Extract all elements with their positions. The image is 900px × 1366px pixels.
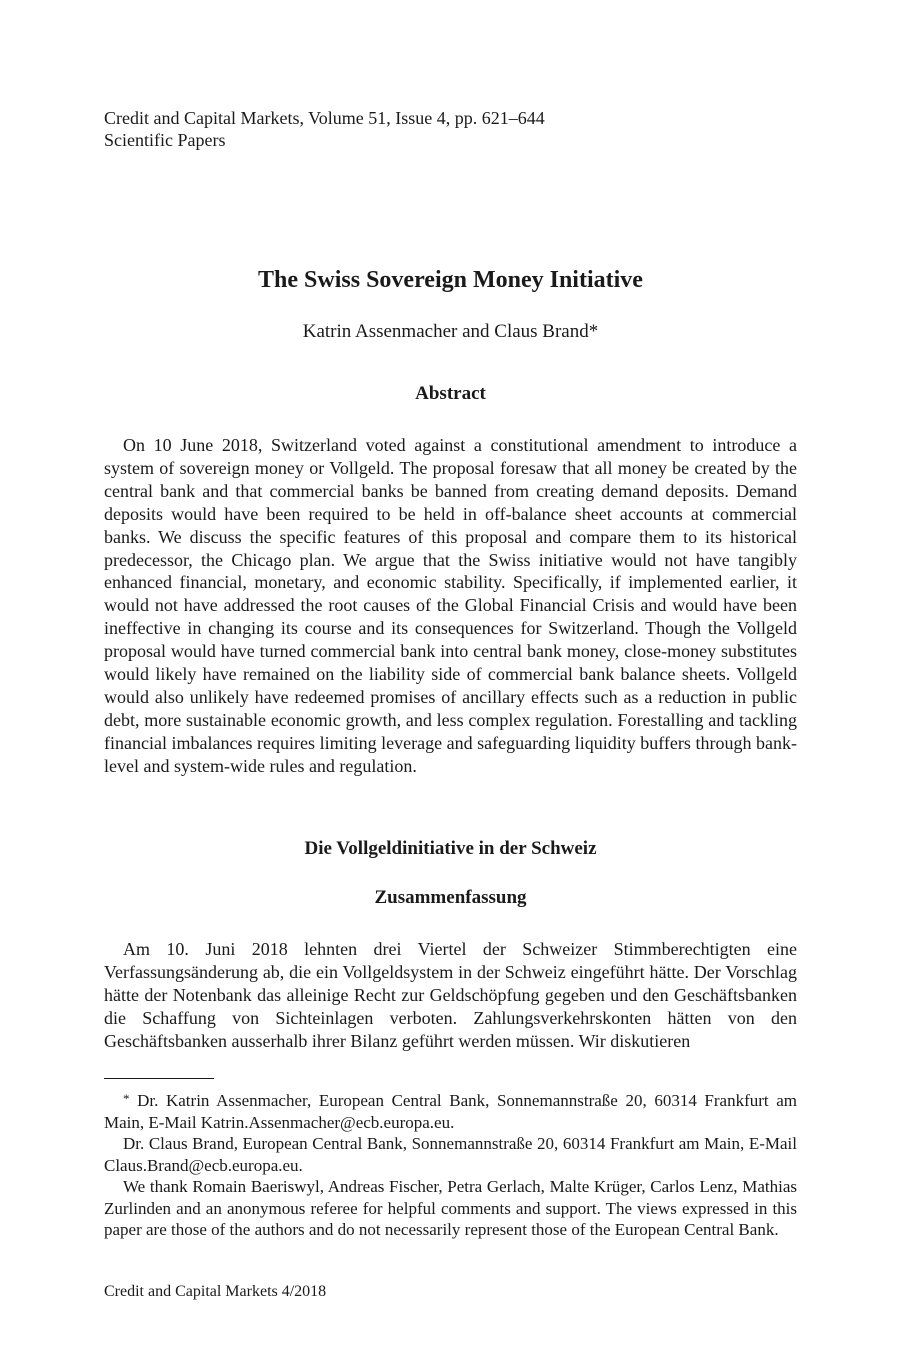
paper-title: The Swiss Sovereign Money Initiative (258, 267, 643, 293)
paper-page (104, 0, 797, 1366)
footnotes (104, 1088, 797, 1241)
paper-authors: Katrin Assenmacher and Claus Brand* (302, 321, 599, 342)
footnote-item: Dr. Claus Brand, European Central Bank, Sonnemannstraße 20, 60314 Frankfurt am Main, E-Mail Claus.Brand@ecb.europa.eu. (104, 1134, 797, 1175)
abstract-heading: Abstract (415, 383, 486, 404)
page-footer: Credit and Capital Markets 4/2018 (104, 1283, 327, 1300)
footnote-item: We thank Romain Baeriswyl, Andreas Fischer, Petra Gerlach, Malte Krüger, Carlos Lenz, Mathias Zurlinden and an anonymous referee for helpful comments and support. The views expressed in this paper are those of the authors and do not necessarily represent those of the European Central Bank. (104, 1177, 797, 1239)
footnote-marker: * (123, 1091, 130, 1106)
footnote-item: * Dr. Katrin Assenmacher, European Central Bank, Sonnemannstraße 20, 60314 Frankfurt am Main, E-Mail Katrin.Assenmacher@ecb.europa.eu. (104, 1091, 798, 1132)
journal-citation: Credit and Capital Markets, Volume 51, Issue 4, pp. 621–644 (104, 108, 545, 128)
german-abstract-heading: Zusammenfassung (374, 887, 527, 908)
abstract-text: On 10 June 2018, Switzerland voted against a constitutional amendment to introduce a system of sovereign money or Vollgeld. The proposal foresaw that all money be created by the central bank and that commercial banks be banned from creating demand deposits. Demand deposits would have been required to be held in off-balance sheet accounts at commercial banks. We discuss the specific features of this proposal and compare them to its historical predecessor, the Chicago plan. We argue that the Swiss initiative would not have tangibly enhanced financial, monetary, and economic stability. Specifically, if implemented earlier, it would not have addressed the root causes of the Global Financial Crisis and would have been ineffective in changing its course and its consequences for Switzerland. Though the Vollgeld proposal would have turned commercial bank into central bank money, close-money substitutes would likely have remained on the liability side of commercial bank balance sheets. Vollgeld would also unlikely have redeemed promises of ancillary effects such as a reduction in public debt, more sustainable economic growth, and less complex regulation. Forestalling and tackling financial imbalances requires limiting leverage and safeguarding liquidity buffers through bank-level and system-wide rules and regulation. (104, 435, 797, 776)
section-label: Scientific Papers (104, 130, 226, 150)
german-abstract-text: Am 10. Juni 2018 lehnten drei Viertel der Schweizer Stimmberechtigten eine Verfassungsänderung ab, die ein Vollgeldsystem in der Schweiz eingeführt hätte. Der Vorschlag hätte der Notenbank das alleinige Recht zur Geldschöpfung gegeben und den Geschäftsbanken die Schaffung von Sichteinlagen verboten. Zahlungsverkehrskonten hätten von den Geschäftsbanken ausserhalb ihrer Bilanz geführt werden müssen. Wir diskutieren (104, 939, 797, 1051)
journal-header (104, 107, 545, 151)
german-title: Die Vollgeldinitiative in der Schweiz (304, 838, 597, 859)
footnote-divider (104, 1078, 214, 1079)
